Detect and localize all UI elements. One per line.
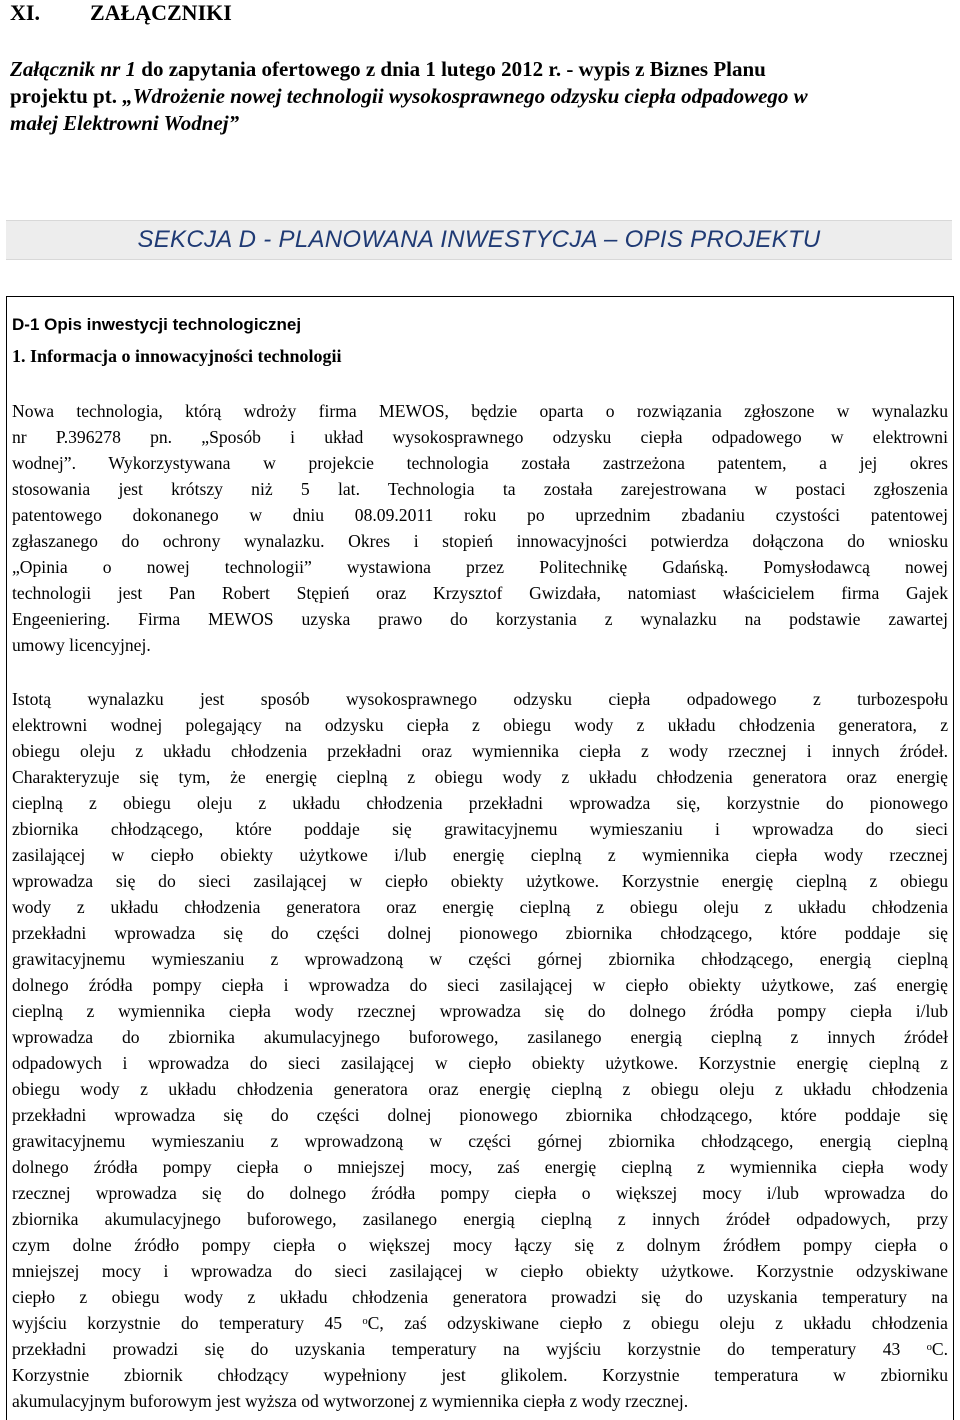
text-line: wody z układu chłodzenia generatora oraz energię cieplną z obiegu oleju z układu chłodzenia [12, 897, 948, 917]
chapter-heading [10, 0, 232, 26]
text-line: obiegu oleju z układu chłodzenia przekładni oraz wymiennika ciepła z wody rzecznej i innych źródeł. [12, 741, 948, 761]
text-line: dolnego źródła pompy ciepła o mniejszej mocy, zaś energię cieplną z wymiennika ciepła wody [12, 1157, 948, 1177]
paragraph-innovation [12, 398, 948, 658]
d1-heading: D-1 Opis inwestycji technologicznej [12, 315, 302, 334]
text-line: patentowego dokonanego w dniu 08.09.2011 roku po uprzednim zbadaniu czystości patentowej [12, 505, 948, 525]
text-line: technologii jest Pan Robert Stępień oraz Krzysztof Gwizdała, natomiast właścicielem firma Gajek [12, 583, 948, 603]
text-line: wprowadza się do sieci zasilającej w ciepło obiekty użytkowe. Korzystnie energię cieplną z obiegu [12, 871, 948, 891]
paragraph-invention-essence [12, 686, 948, 1414]
text-line: umowy licencyjnej. [12, 635, 151, 655]
text-line: wodnej”. Wykorzystywana w projekcie technologia została zastrzeżona patentem, a jej okres [12, 453, 948, 473]
text-line: Istotą wynalazku jest sposób wysokosprawnego odzysku ciepła odpadowego z turbozespołu [12, 689, 948, 709]
subsection-heading: 1. Informacja o innowacyjności technologii [12, 346, 342, 366]
text-line: stosowania jest krótszy niż 5 lat. Technologia ta została zarejestrowana w postaci zgłoszenia [12, 479, 948, 499]
chapter-title: ZAŁĄCZNIKI [90, 0, 232, 25]
text-line: przekładni wprowadza się do części dolnej pionowego zbiornika chłodzącego, które poddaje się [12, 1105, 948, 1125]
text-line: przekładni wprowadza się do części dolnej pionowego zbiornika chłodzącego, które poddaje się [12, 923, 948, 943]
text-line: odpadowych i wprowadza do sieci zasilającej w ciepło obiekty użytkowe. Korzystnie energię cieplną z [12, 1053, 948, 1073]
text-line: wprowadza do zbiornika akumulacyjnego buforowego, zasilanego energią cieplną z innych źródeł [12, 1027, 948, 1047]
attachment-line2: projektu pt. [10, 84, 123, 108]
text-line: Korzystnie zbiornik chłodzący wypełniony jest glikolem. Korzystnie temperatura w zbiorniku [12, 1365, 948, 1385]
text-line: Charakteryzuje się tym, że energię cieplną z obiegu wody z układu chłodzenia generatora oraz energię [12, 767, 948, 787]
text-line: „Opinia o nowej technologii” wystawiona przez Politechnikę Gdańską. Pomysłodawcą nowej [12, 557, 948, 577]
text-line: Nowa technologia, którą wdroży firma MEWOS, będzie oparta o rozwiązania zgłoszone w wynalazku [12, 401, 948, 421]
attachment-number: Załącznik nr 1 [10, 57, 137, 81]
text-line: czym dolne źródło pompy ciepła o większej mocy łączy się z dolnym źródłem pompy ciepła o [12, 1235, 948, 1255]
text-line: cieplną z obiegu oleju z układu chłodzenia przekładni wprowadza się, korzystnie do pionowego [12, 793, 948, 813]
text-line: przekładni prowadzi się do uzyskania temperatury na wyjściu korzystnie do temperatury 43 ᵒC. [12, 1339, 948, 1359]
text-line: wyjściu korzystnie do temperatury 45 ᵒC, zaś odzyskiwane ciepło z obiegu oleju z układu chłodzenia [12, 1313, 948, 1333]
text-line: nr P.396278 pn. „Sposób i układ wysokosprawnego odzysku ciepła odpadowego w elektrowni [12, 427, 948, 447]
text-line: ciepło z obiegu wody z układu chłodzenia generatora prowadzi się do uzyskania temperatury na [12, 1287, 948, 1307]
text-line: Engeeniering. Firma MEWOS uzyska prawo do korzystania z wynalazku na podstawie zawartej [12, 609, 948, 629]
project-title-part2: małej Elektrowni Wodnej” [10, 111, 240, 135]
attachment-title [10, 56, 940, 137]
text-line: elektrowni wodnej polegający na odzysku ciepła z obiegu wody z układu chłodzenia generatora, z [12, 715, 948, 735]
chapter-number: XI. [10, 0, 40, 25]
project-title-part1: „Wdrożenie nowej technologii wysokosprawnego odzysku ciepła odpadowego w [122, 84, 808, 108]
attachment-line1: do zapytania ofertowego z dnia 1 lutego 2012 r. - wypis z Biznes Planu [136, 57, 766, 81]
section-banner: SEKCJA D - PLANOWANA INWESTYCJA – OPIS PROJEKTU [6, 220, 952, 260]
text-line: grawitacyjnemu wymieszaniu z wprowadzoną w części górnej zbiornika chłodzącego, energią cieplną [12, 1131, 948, 1151]
text-line: obiegu wody z układu chłodzenia generatora oraz energię cieplną z obiegu oleju z układu chłodzenia [12, 1079, 948, 1099]
text-line: zasilającej w ciepło obiekty użytkowe i/lub energię cieplną z wymiennika ciepła wody rzecznej [12, 845, 948, 865]
text-line: zgłaszanego do ochrony wynalazku. Okres i stopień innowacyjności potwierdza dołączona do wniosku [12, 531, 948, 551]
text-line: cieplną z wymiennika ciepła wody rzecznej wprowadza się do dolnego źródła pompy ciepła i/lub [12, 1001, 948, 1021]
text-line: grawitacyjnemu wymieszaniu z wprowadzoną w części górnej zbiornika chłodzącego, energią cieplną [12, 949, 948, 969]
text-line: rzecznej wprowadza się do dolnego źródła pompy ciepła o większej mocy i/lub wprowadza do [12, 1183, 948, 1203]
text-line: mniejszej mocy i wprowadza do sieci zasilającej w ciepło obiekty użytkowe. Korzystnie odzyskiwane [12, 1261, 948, 1281]
text-line: zbiornika chłodzącego, które poddaje się grawitacyjnemu wymieszaniu i wprowadza do sieci [12, 819, 948, 839]
text-line: akumulacyjnym buforowym jest wyższa od wytworzonej z wymiennika ciepła z wody rzecznej. [12, 1391, 689, 1411]
text-line: dolnego źródła pompy ciepła i wprowadza do sieci zasilającej w ciepło obiekty użytkowe, zaś energię [12, 975, 948, 995]
text-line: zbiornika akumulacyjnego buforowego, zasilanego energią cieplną z innych źródeł odpadowych, przy [12, 1209, 948, 1229]
